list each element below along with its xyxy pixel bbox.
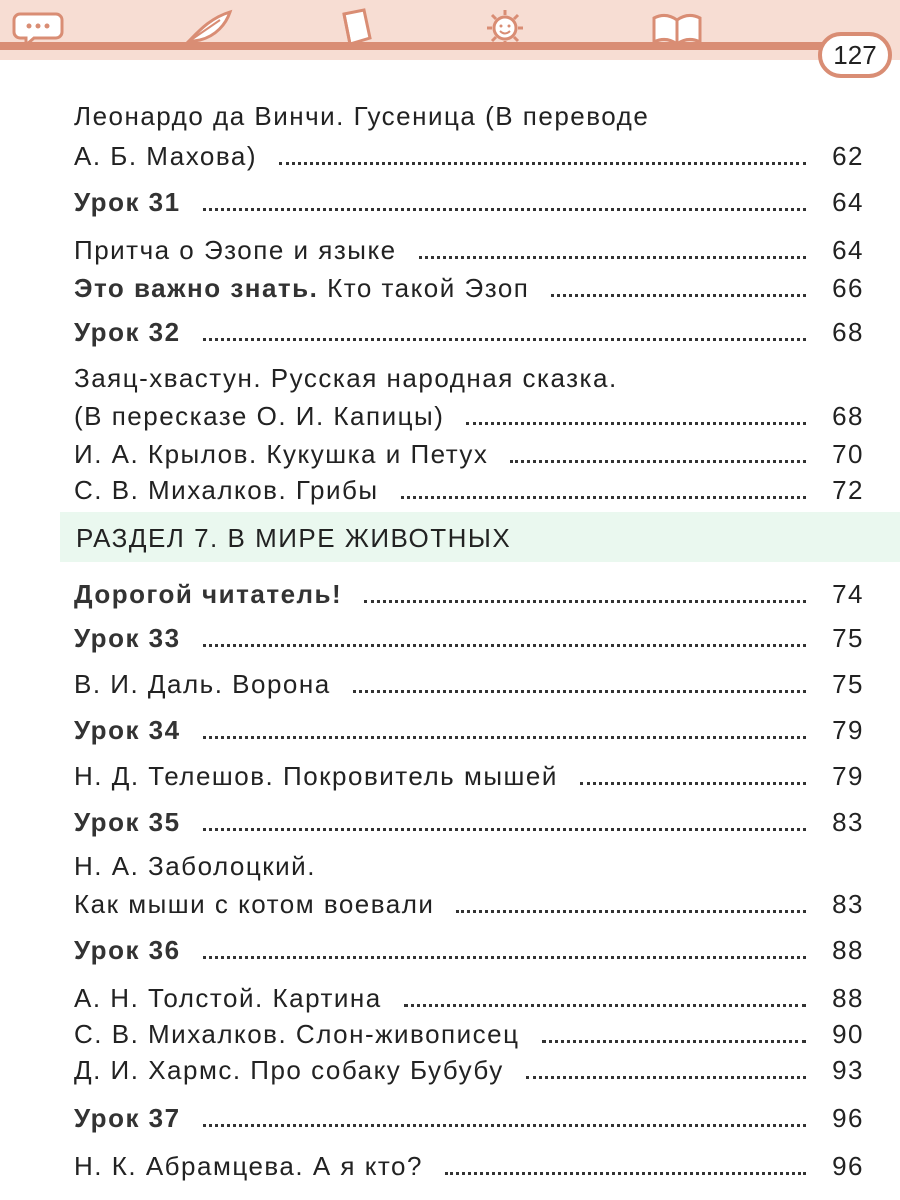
toc-entry [74,472,864,506]
toc-lesson-entry [74,932,864,966]
toc-page-number: 79 [832,761,864,791]
toc-page-number: 93 [832,1055,864,1085]
toc-entry-title: Притча о Эзопе и языке [74,235,397,265]
toc-page-number: 68 [832,401,864,431]
toc-lesson-entry [74,1100,864,1134]
toc-entry [74,270,864,304]
toc-lesson-entry [74,314,864,348]
toc-page-number: 96 [832,1103,864,1133]
dot-leader [203,644,806,647]
toc-entry [74,1148,864,1182]
dot-leader [542,1040,807,1043]
toc-entry [74,980,864,1014]
toc-entry [74,138,864,172]
toc-lesson-entry [74,184,864,218]
dot-leader [203,208,806,211]
dot-leader [466,422,806,425]
dot-leader [510,460,806,463]
dot-leader [203,956,806,959]
toc-entry-rest: Кто такой Эзоп [327,273,530,303]
section-heading: РАЗДЕЛ 7. В МИРЕ ЖИВОТНЫХ [76,523,512,553]
toc-entry [74,1016,864,1050]
toc-page-number: 72 [832,475,864,505]
toc-page-number: 96 [832,1151,864,1181]
toc-entry-title: А. Н. Толстой. Картина [74,983,382,1013]
toc-page-number: 70 [832,439,864,469]
toc-entry [74,758,864,792]
toc-page-number: 83 [832,807,864,837]
lesson-title: Урок 37 [74,1103,181,1133]
dot-leader [203,736,806,739]
toc-page-number: 62 [832,141,864,171]
toc-entry-title: (В пересказе О. И. Капицы) [74,401,445,431]
dot-leader [445,1172,806,1175]
toc-entry-line: Заяц-хвастун. Русская народная сказка. [74,363,618,393]
toc-entry-title: С. В. Михалков. Грибы [74,475,379,505]
toc-entry-title: Н. Д. Телешов. Покровитель мышей [74,761,558,791]
toc-entry [74,886,864,920]
toc-entry-title: Д. И. Хармс. Про собаку Бубубу [74,1055,504,1085]
toc-page-number: 75 [832,669,864,699]
toc-entry-title: Как мыши с котом воевали [74,889,435,919]
toc-page-number: 68 [832,317,864,347]
toc-page-number: 75 [832,623,864,653]
dot-leader [279,162,806,165]
toc-lesson-entry [74,804,864,838]
dot-leader [401,496,806,499]
dot-leader [203,828,806,831]
toc-page-number: 88 [832,935,864,965]
toc-page-number: 74 [832,579,864,609]
toc-page-number: 66 [832,273,864,303]
lesson-title: Урок 33 [74,623,181,653]
toc-entry [74,436,864,470]
toc-entry-title: С. В. Михалков. Слон-живописец [74,1019,520,1049]
dot-leader [456,910,806,913]
important-label: Это важно знать. [74,273,319,303]
lesson-title: Урок 31 [74,187,181,217]
dot-leader [580,782,806,785]
toc-entry-title: В. И. Даль. Ворона [74,669,331,699]
toc-entry [74,576,864,610]
toc-entry-line: Леонардо да Винчи. Гусеница (В переводе [74,101,650,131]
toc-page-number: 64 [832,235,864,265]
toc-entry-title: А. Б. Махова) [74,141,258,171]
toc-entry-line: Н. А. Заболоцкий. [74,851,316,881]
toc-entry-title: Дорогой читатель! [74,579,343,609]
toc-lesson-entry [74,712,864,746]
lesson-title: Урок 35 [74,807,181,837]
toc-entry-title: И. А. Крылов. Кукушка и Петух [74,439,489,469]
dot-leader [364,600,806,603]
toc-entry [74,232,864,266]
toc-lesson-entry [74,620,864,654]
dot-leader [203,1124,806,1127]
dot-leader [203,338,806,341]
lesson-title: Урок 36 [74,935,181,965]
dot-leader [404,1004,806,1007]
section-heading-band [60,512,900,562]
dot-leader [353,690,806,693]
toc-page-number: 64 [832,187,864,217]
toc-entry [74,666,864,700]
dot-leader [526,1076,806,1079]
toc-entry-title: Н. К. Абрамцева. А я кто? [74,1151,423,1181]
page-number: 127 [833,40,877,70]
dot-leader [419,256,806,259]
toc-page-number: 79 [832,715,864,745]
toc-page-number: 83 [832,889,864,919]
toc-entry [74,398,864,432]
dot-leader [551,294,806,297]
toc-page-number: 90 [832,1019,864,1049]
toc-page-number: 88 [832,983,864,1013]
toc-entry [74,1052,864,1086]
lesson-title: Урок 32 [74,317,181,347]
lesson-title: Урок 34 [74,715,181,745]
toc-entry-title [74,272,529,304]
